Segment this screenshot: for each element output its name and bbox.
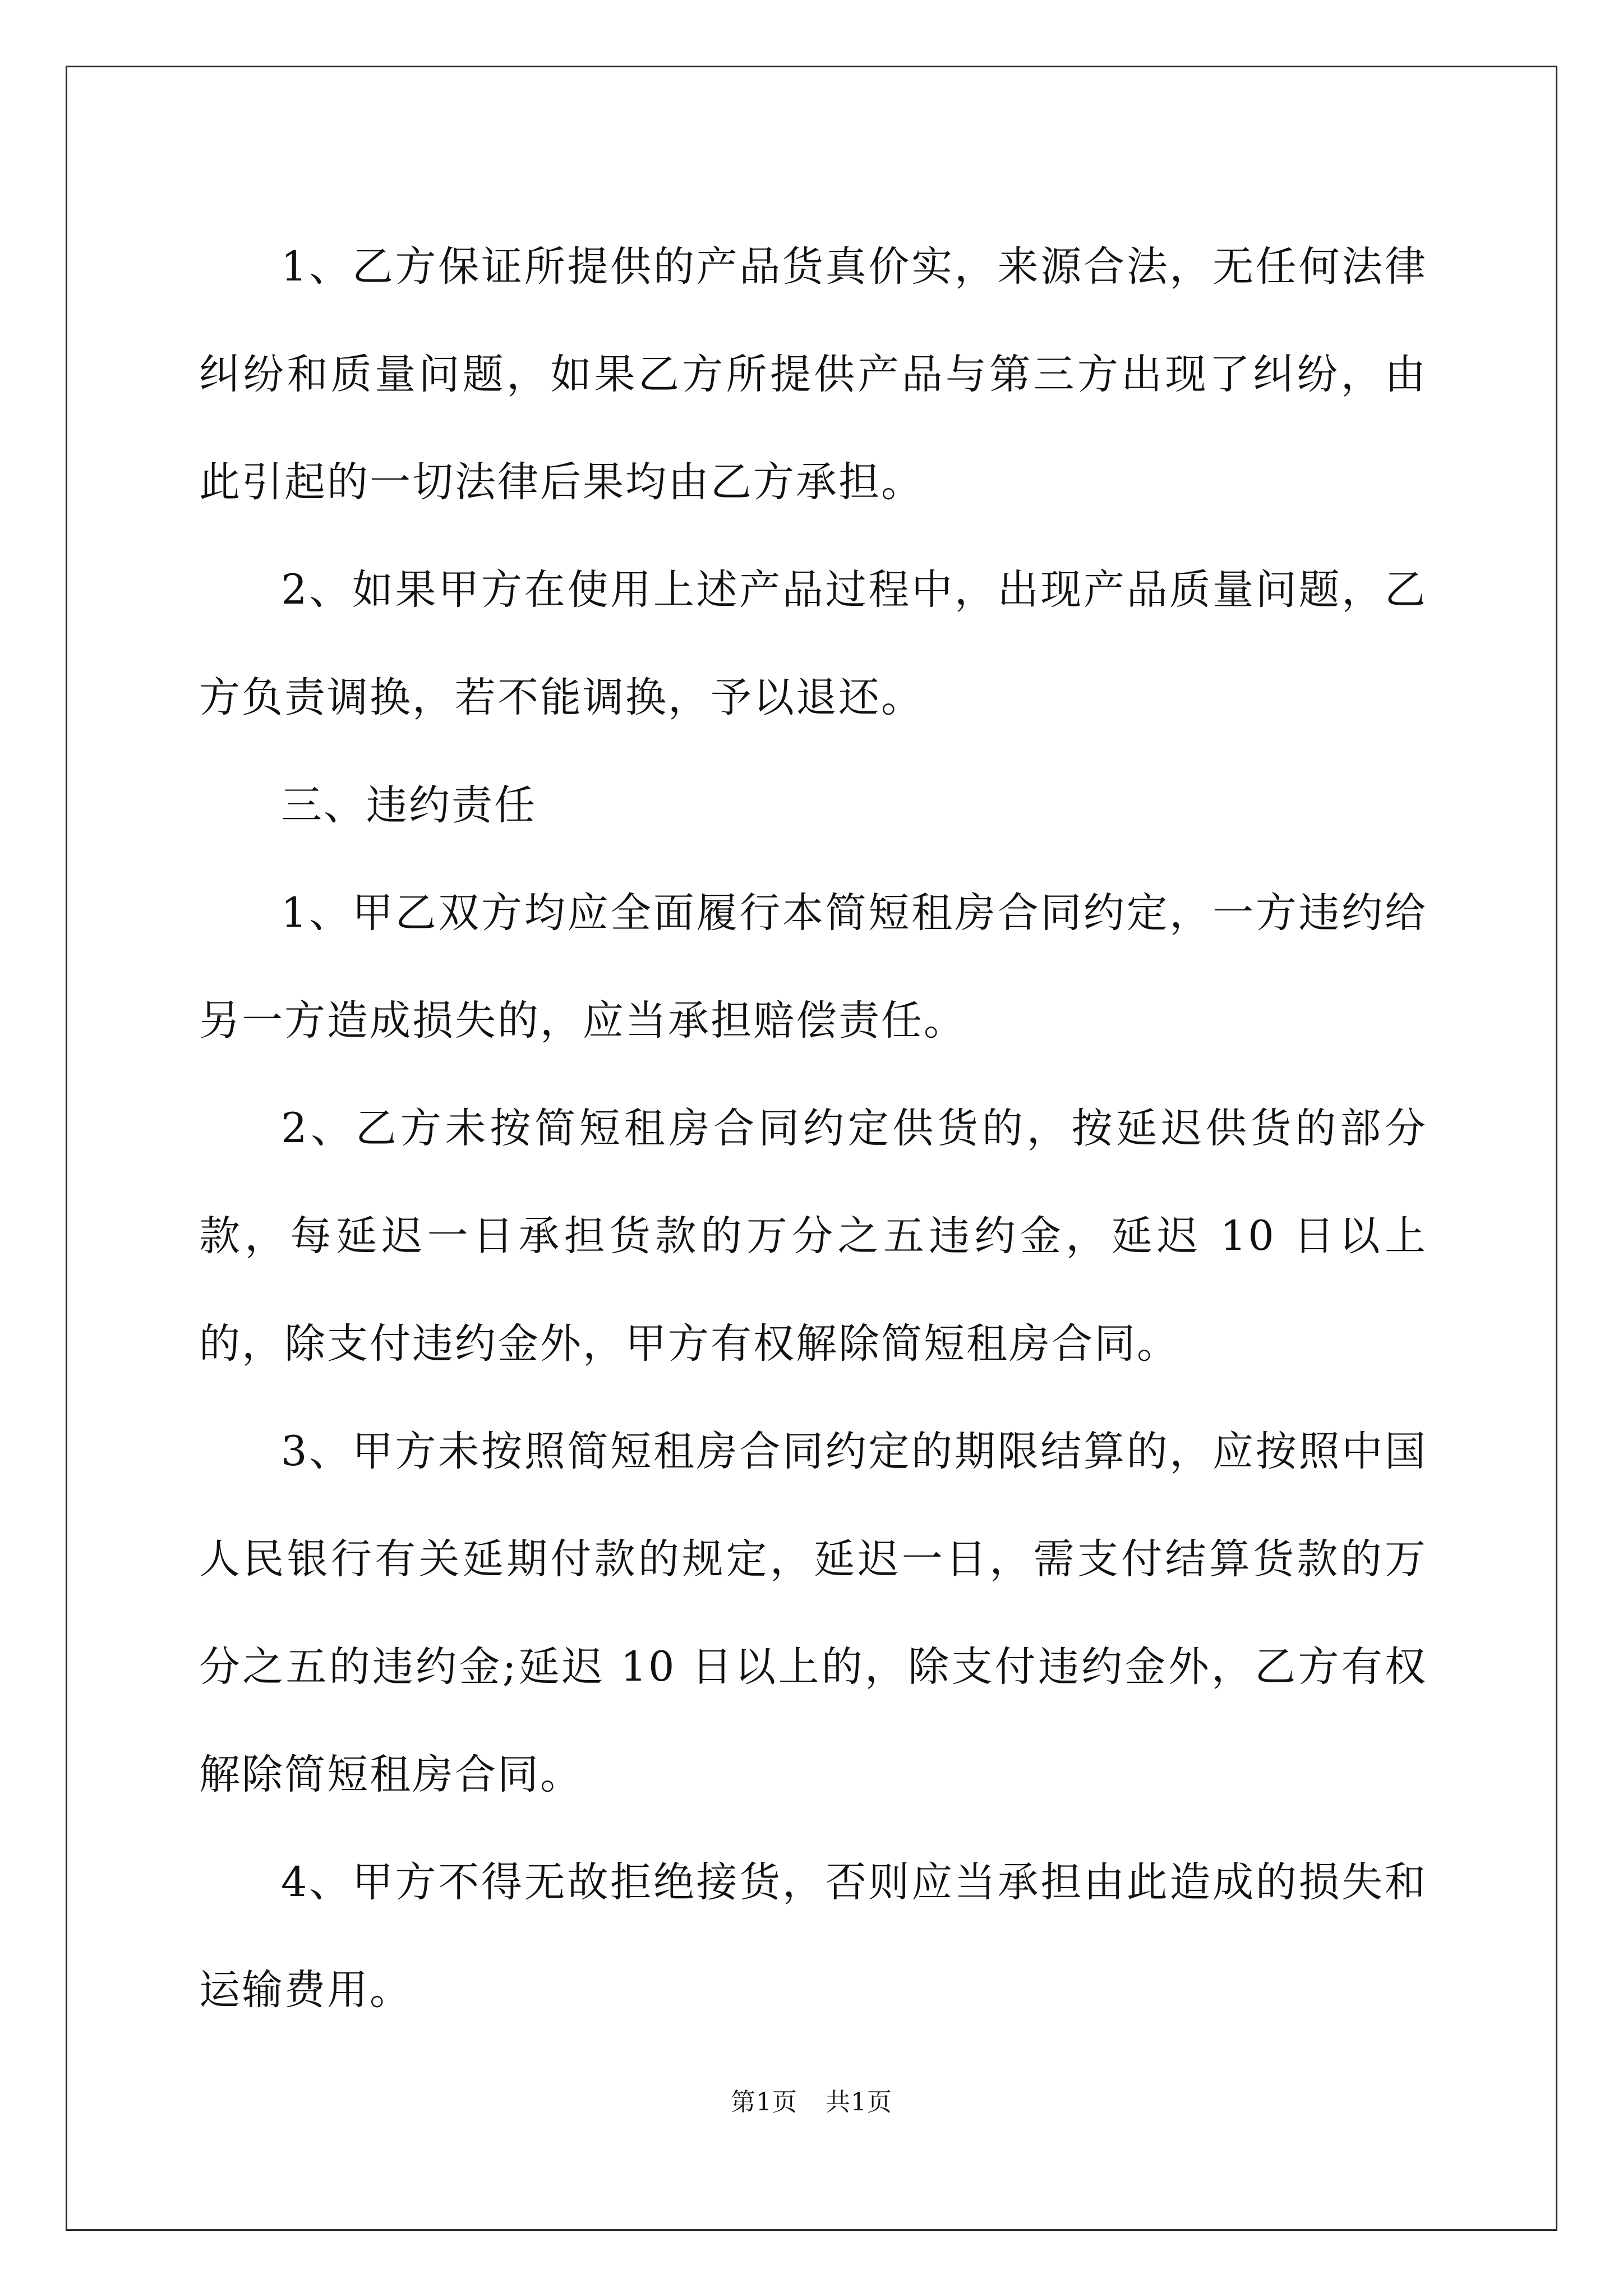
- section-heading-breach: 三、违约责任: [281, 781, 537, 829]
- page-total: 共1页: [826, 2088, 892, 2116]
- paragraph-quality-guarantee: 1、乙方保证所提供的产品货真价实，来源合法，无任何法律纠纷和质量问题，如果乙方所提供产品与第三方出现了纠纷，由此引起的一切法律后果均由乙方承担。: [199, 243, 1427, 506]
- page-footer: [0, 2086, 1623, 2119]
- document-body: [199, 213, 1427, 2044]
- paragraph-breach-2: 2、乙方未按简短租房合同约定供货的，按延迟供货的部分款，每延迟一日承担货款的万分之五违约金，延迟 10 日以上的，除支付违约金外，甲方有权解除简短租房合同。: [199, 1105, 1427, 1368]
- page-number: 第1页: [731, 2088, 797, 2116]
- paragraph-quality-replacement: 2、如果甲方在使用上述产品过程中，出现产品质量问题，乙方负责调换，若不能调换，予以退还。: [199, 566, 1427, 721]
- paragraph-breach-1: 1、甲乙双方均应全面履行本简短租房合同约定，一方违约给另一方造成损失的，应当承担赔偿责任。: [199, 889, 1427, 1045]
- paragraph-breach-4: 4、甲方不得无故拒绝接货，否则应当承担由此造成的损失和运输费用。: [199, 1858, 1427, 2014]
- paragraph-breach-3: 3、甲方未按照简短租房合同约定的期限结算的，应按照中国人民银行有关延期付款的规定，延迟一日，需支付结算货款的万分之五的违约金;延迟 10 日以上的，除支付违约金外，乙方有权解除简短租房合同。: [199, 1428, 1427, 1798]
